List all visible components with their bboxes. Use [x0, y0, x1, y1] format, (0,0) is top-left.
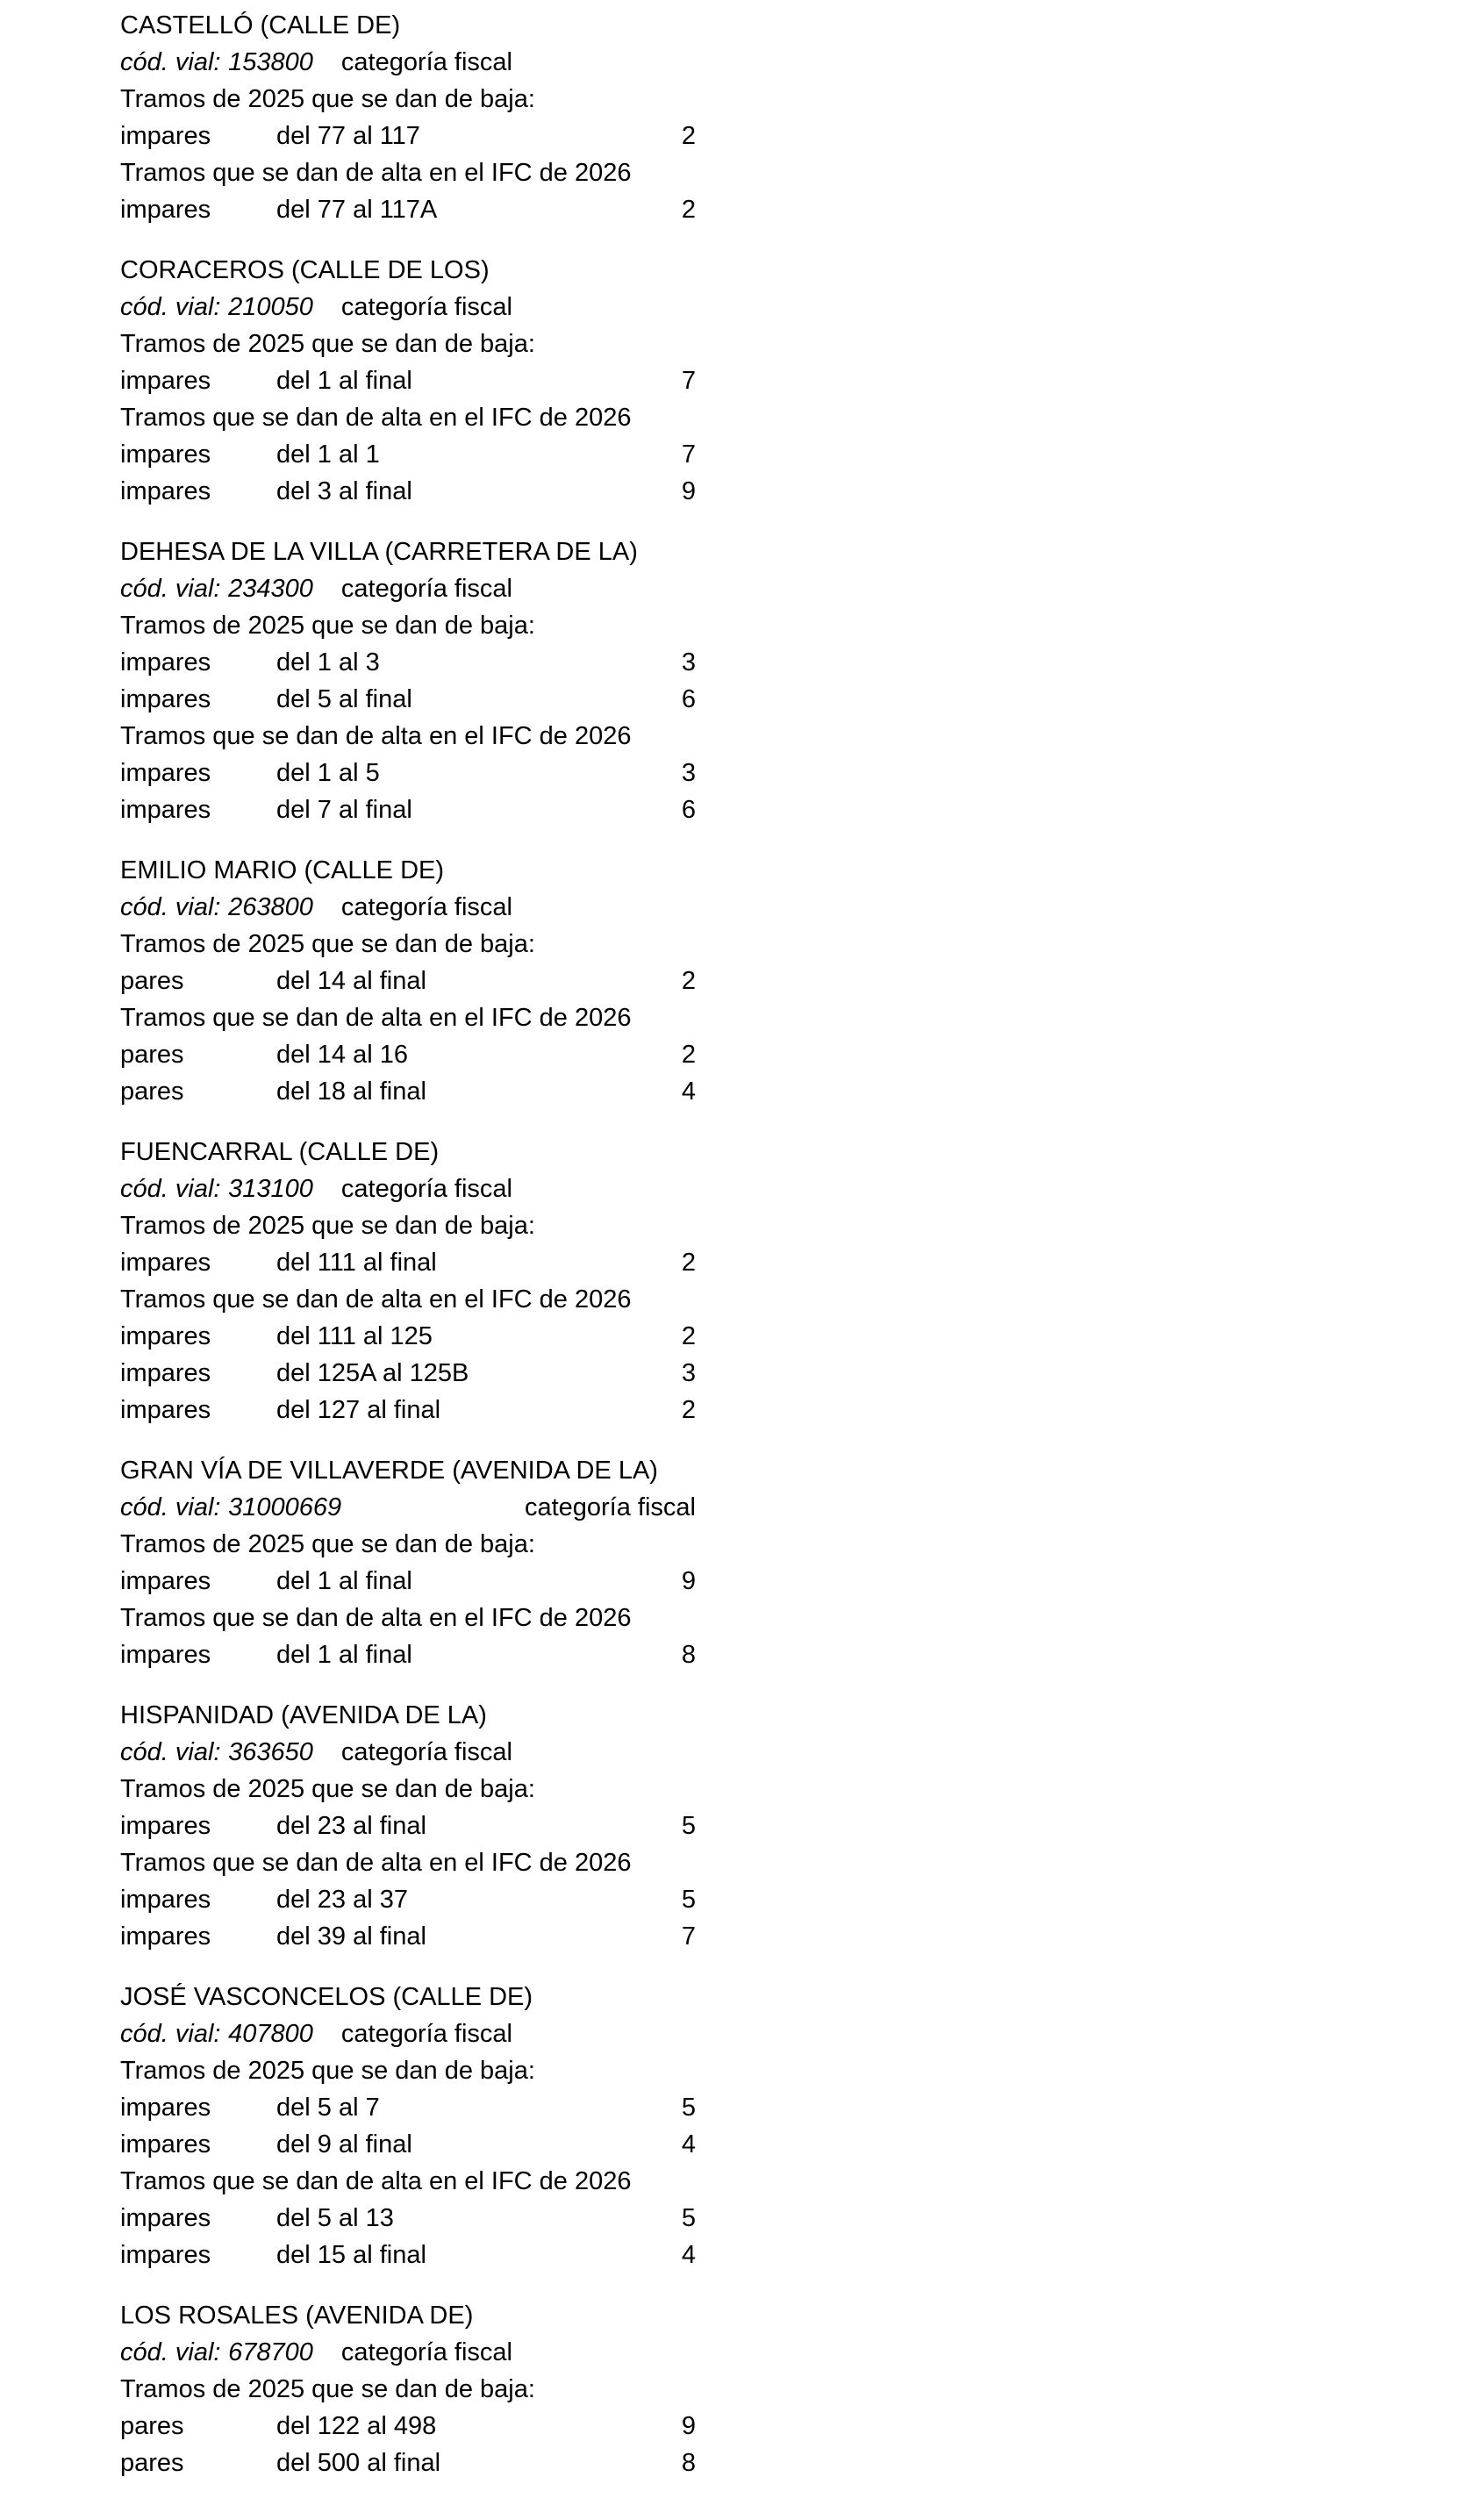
tramo-row — [120, 2089, 696, 2126]
cod-vial-prefix: cód. vial: — [120, 893, 221, 921]
tramo-parity: impares — [120, 1249, 211, 1277]
tramo-range: del 1 al 1 — [276, 440, 380, 469]
cod-vial-value: 313100 — [228, 1175, 313, 1203]
tramo-range: del 14 al 16 — [276, 1041, 408, 1069]
tramo-range: del 125A al 125B — [276, 1359, 469, 1387]
tramo-row — [120, 791, 696, 828]
tramo-category-value: 3 — [681, 759, 696, 787]
cod-vial — [120, 44, 313, 81]
tramo-range: del 77 al 117 — [276, 122, 420, 150]
street-entry — [120, 1697, 696, 1955]
tramo-category-value: 2 — [681, 196, 696, 224]
tramos-alta-header: Tramos que se dan de alta en el IFC de 2026 — [120, 1604, 632, 1632]
tramo-parity: impares — [120, 2094, 211, 2122]
tramo-range: del 18 al final — [276, 1077, 426, 1106]
cod-vial-value: 363650 — [228, 1738, 313, 1766]
tramos-baja-header: Tramos de 2025 que se dan de baja: — [120, 1530, 535, 1558]
street-entry — [120, 533, 696, 828]
tramo-row — [120, 1392, 696, 1428]
cod-vial — [120, 1734, 313, 1771]
cod-vial-value: 31000669 — [228, 1493, 342, 1521]
tramo-category-value: 2 — [681, 1249, 696, 1277]
cod-vial — [120, 2015, 313, 2052]
tramo-range: del 1 al final — [276, 367, 412, 395]
cod-vial-line — [120, 44, 696, 81]
tramo-category-value: 2 — [681, 122, 696, 150]
tramo-row — [120, 1355, 696, 1392]
street-name: FUENCARRAL (CALLE DE) — [120, 1138, 440, 1166]
tramo-category-value: 8 — [681, 2449, 696, 2477]
cod-vial — [120, 1489, 341, 1526]
tramo-parity: impares — [120, 1567, 211, 1595]
tramo-range: del 1 al 5 — [276, 759, 380, 787]
fiscal-category-label: categoría fiscal — [340, 1738, 512, 1766]
tramo-range: del 122 al 498 — [276, 2412, 437, 2440]
tramo-range: del 3 al final — [276, 477, 412, 505]
tramo-parity: pares — [120, 2449, 184, 2477]
cod-vial-line — [120, 889, 696, 926]
cod-vial — [120, 2334, 313, 2371]
cod-vial — [120, 1171, 313, 1207]
tramo-parity: pares — [120, 967, 184, 995]
tramo-range: del 9 al final — [276, 2130, 412, 2158]
tramo-range: del 500 al final — [276, 2449, 441, 2477]
street-entry — [120, 1452, 696, 1673]
street-name: CORACEROS (CALLE DE LOS) — [120, 256, 490, 284]
cod-vial — [120, 570, 313, 607]
tramos-baja-header: Tramos de 2025 que se dan de baja: — [120, 85, 535, 113]
tramo-range: del 1 al 3 — [276, 648, 380, 677]
tramo-parity: pares — [120, 1077, 184, 1106]
tramo-parity: pares — [120, 2412, 184, 2440]
tramo-parity: impares — [120, 367, 211, 395]
cod-vial-prefix: cód. vial: — [120, 1493, 221, 1521]
fiscal-category-label: categoría fiscal — [340, 1175, 512, 1203]
tramo-row — [120, 362, 696, 399]
cod-vial — [120, 289, 313, 326]
tramo-range: del 111 al 125 — [276, 1322, 433, 1350]
fiscal-category-label: categoría fiscal — [340, 293, 512, 321]
tramo-parity: pares — [120, 1041, 184, 1069]
tramo-category-value: 4 — [681, 2130, 696, 2158]
tramos-alta-header: Tramos que se dan de alta en el IFC de 2026 — [120, 2167, 632, 2195]
tramo-parity: impares — [120, 1359, 211, 1387]
fiscal-category-label: categoría fiscal — [340, 2338, 512, 2366]
tramo-parity: impares — [120, 1396, 211, 1424]
cod-vial-prefix: cód. vial: — [120, 1175, 221, 1203]
street-entry — [120, 1979, 696, 2273]
cod-vial-value: 153800 — [228, 48, 313, 76]
tramo-category-value: 6 — [681, 685, 696, 713]
tramos-alta-header: Tramos que se dan de alta en el IFC de 2026 — [120, 1004, 632, 1032]
tramo-row — [120, 1073, 696, 1110]
cod-vial-prefix: cód. vial: — [120, 2020, 221, 2048]
street-entry — [120, 252, 696, 510]
cod-vial-value: 407800 — [228, 2020, 313, 2048]
tramo-row — [120, 1918, 696, 1955]
tramo-row — [120, 191, 696, 228]
street-entry — [120, 2297, 696, 2481]
tramo-category-value: 3 — [681, 648, 696, 677]
tramos-baja-header: Tramos de 2025 que se dan de baja: — [120, 330, 535, 358]
tramo-row — [120, 644, 696, 681]
tramo-parity: impares — [120, 440, 211, 469]
cod-vial-prefix: cód. vial: — [120, 293, 221, 321]
tramo-row — [120, 2237, 696, 2273]
tramos-baja-header: Tramos de 2025 que se dan de baja: — [120, 612, 535, 640]
tramo-parity: impares — [120, 1922, 211, 1951]
tramo-row — [120, 2445, 696, 2481]
cod-vial-value: 210050 — [228, 293, 313, 321]
fiscal-category-label: categoría fiscal — [340, 893, 512, 921]
street-name: LOS ROSALES (AVENIDA DE) — [120, 2302, 474, 2330]
tramo-row — [120, 2200, 696, 2237]
fiscal-category-label: categoría fiscal — [340, 48, 512, 76]
tramos-alta-header: Tramos que se dan de alta en el IFC de 2026 — [120, 722, 632, 750]
fiscal-category-label: categoría fiscal — [524, 1493, 696, 1521]
tramo-category-value: 4 — [681, 2241, 696, 2269]
tramo-row — [120, 118, 696, 154]
tramo-parity: impares — [120, 759, 211, 787]
tramos-baja-header: Tramos de 2025 que se dan de baja: — [120, 930, 535, 958]
tramo-category-value: 2 — [681, 1041, 696, 1069]
tramo-row — [120, 963, 696, 999]
tramo-category-value: 2 — [681, 1322, 696, 1350]
cod-vial-line — [120, 1171, 696, 1207]
tramo-parity: impares — [120, 477, 211, 505]
tramo-category-value: 3 — [681, 1359, 696, 1387]
tramo-range: del 1 al final — [276, 1567, 412, 1595]
tramo-category-value: 7 — [681, 1922, 696, 1951]
tramo-range: del 77 al 117A — [276, 196, 438, 224]
cod-vial-prefix: cód. vial: — [120, 575, 221, 603]
tramo-parity: impares — [120, 2204, 211, 2232]
tramos-alta-header: Tramos que se dan de alta en el IFC de 2026 — [120, 159, 632, 187]
cod-vial-prefix: cód. vial: — [120, 1738, 221, 1766]
street-name: EMILIO MARIO (CALLE DE) — [120, 856, 445, 884]
cod-vial-prefix: cód. vial: — [120, 2338, 221, 2366]
street-name: DEHESA DE LA VILLA (CARRETERA DE LA) — [120, 538, 638, 566]
tramo-range: del 7 al final — [276, 796, 412, 824]
tramo-range: del 5 al 13 — [276, 2204, 394, 2232]
tramo-range: del 111 al final — [276, 1249, 437, 1277]
tramo-parity: impares — [120, 2241, 211, 2269]
tramo-parity: impares — [120, 196, 211, 224]
tramo-category-value: 9 — [681, 1567, 696, 1595]
tramo-parity: impares — [120, 648, 211, 677]
tramo-row — [120, 1318, 696, 1355]
tramo-parity: impares — [120, 122, 211, 150]
fiscal-category-label: categoría fiscal — [340, 575, 512, 603]
tramo-range: del 127 al final — [276, 1396, 441, 1424]
cod-vial-line — [120, 2334, 696, 2371]
tramo-category-value: 8 — [681, 1641, 696, 1669]
tramo-row — [120, 473, 696, 510]
tramo-category-value: 4 — [681, 1077, 696, 1106]
tramo-range: del 1 al final — [276, 1641, 412, 1669]
tramo-row — [120, 1636, 696, 1673]
tramo-range: del 14 al final — [276, 967, 426, 995]
street-name: HISPANIDAD (AVENIDA DE LA) — [120, 1701, 487, 1729]
tramos-baja-header: Tramos de 2025 que se dan de baja: — [120, 1775, 535, 1803]
tramo-parity: impares — [120, 2130, 211, 2158]
tramo-category-value: 5 — [681, 1812, 696, 1840]
tramo-parity: impares — [120, 685, 211, 713]
tramo-row — [120, 1808, 696, 1844]
tramo-category-value: 5 — [681, 2094, 696, 2122]
tramo-range: del 23 al 37 — [276, 1886, 408, 1914]
tramo-category-value: 9 — [681, 2412, 696, 2440]
tramos-baja-header: Tramos de 2025 que se dan de baja: — [120, 2375, 535, 2403]
tramo-category-value: 5 — [681, 1886, 696, 1914]
street-entry — [120, 852, 696, 1110]
tramo-parity: impares — [120, 796, 211, 824]
tramo-row — [120, 755, 696, 791]
street-entry — [120, 7, 696, 228]
cod-vial-line — [120, 1734, 696, 1771]
cod-vial-line — [120, 2015, 696, 2052]
tramo-row — [120, 1244, 696, 1281]
tramo-row — [120, 681, 696, 718]
tramo-category-value: 5 — [681, 2204, 696, 2232]
cod-vial-prefix: cód. vial: — [120, 48, 221, 76]
tramo-row — [120, 1563, 696, 1600]
cod-vial-line — [120, 289, 696, 326]
tramo-range: del 15 al final — [276, 2241, 426, 2269]
tramos-alta-header: Tramos que se dan de alta en el IFC de 2026 — [120, 1849, 632, 1877]
tramo-category-value: 7 — [681, 440, 696, 469]
tramo-row — [120, 2126, 696, 2163]
fiscal-category-label: categoría fiscal — [340, 2020, 512, 2048]
tramos-alta-header: Tramos que se dan de alta en el IFC de 2026 — [120, 1285, 632, 1314]
tramo-range: del 39 al final — [276, 1922, 426, 1951]
cod-vial-line — [120, 1489, 696, 1526]
tramo-category-value: 2 — [681, 1396, 696, 1424]
tramo-range: del 5 al final — [276, 685, 412, 713]
tramos-alta-header: Tramos que se dan de alta en el IFC de 2026 — [120, 404, 632, 432]
tramos-baja-header: Tramos de 2025 que se dan de baja: — [120, 2057, 535, 2085]
tramo-row — [120, 1036, 696, 1073]
document-page — [120, 7, 696, 2505]
tramo-range: del 23 al final — [276, 1812, 426, 1840]
street-entry — [120, 1134, 696, 1428]
cod-vial-value: 263800 — [228, 893, 313, 921]
tramos-baja-header: Tramos de 2025 que se dan de baja: — [120, 1212, 535, 1240]
tramo-parity: impares — [120, 1641, 211, 1669]
tramo-row — [120, 1881, 696, 1918]
street-name: GRAN VÍA DE VILLAVERDE (AVENIDA DE LA) — [120, 1457, 658, 1485]
cod-vial — [120, 889, 313, 926]
tramo-category-value: 7 — [681, 367, 696, 395]
tramo-parity: impares — [120, 1812, 211, 1840]
tramo-category-value: 6 — [681, 796, 696, 824]
cod-vial-value: 678700 — [228, 2338, 313, 2366]
tramo-row — [120, 2408, 696, 2445]
cod-vial-value: 234300 — [228, 575, 313, 603]
tramo-parity: impares — [120, 1322, 211, 1350]
tramo-parity: impares — [120, 1886, 211, 1914]
tramo-category-value: 9 — [681, 477, 696, 505]
cod-vial-line — [120, 570, 696, 607]
street-name: CASTELLÓ (CALLE DE) — [120, 11, 401, 39]
tramo-range: del 5 al 7 — [276, 2094, 380, 2122]
tramo-row — [120, 436, 696, 473]
tramo-category-value: 2 — [681, 967, 696, 995]
street-name: JOSÉ VASCONCELOS (CALLE DE) — [120, 1983, 533, 2011]
